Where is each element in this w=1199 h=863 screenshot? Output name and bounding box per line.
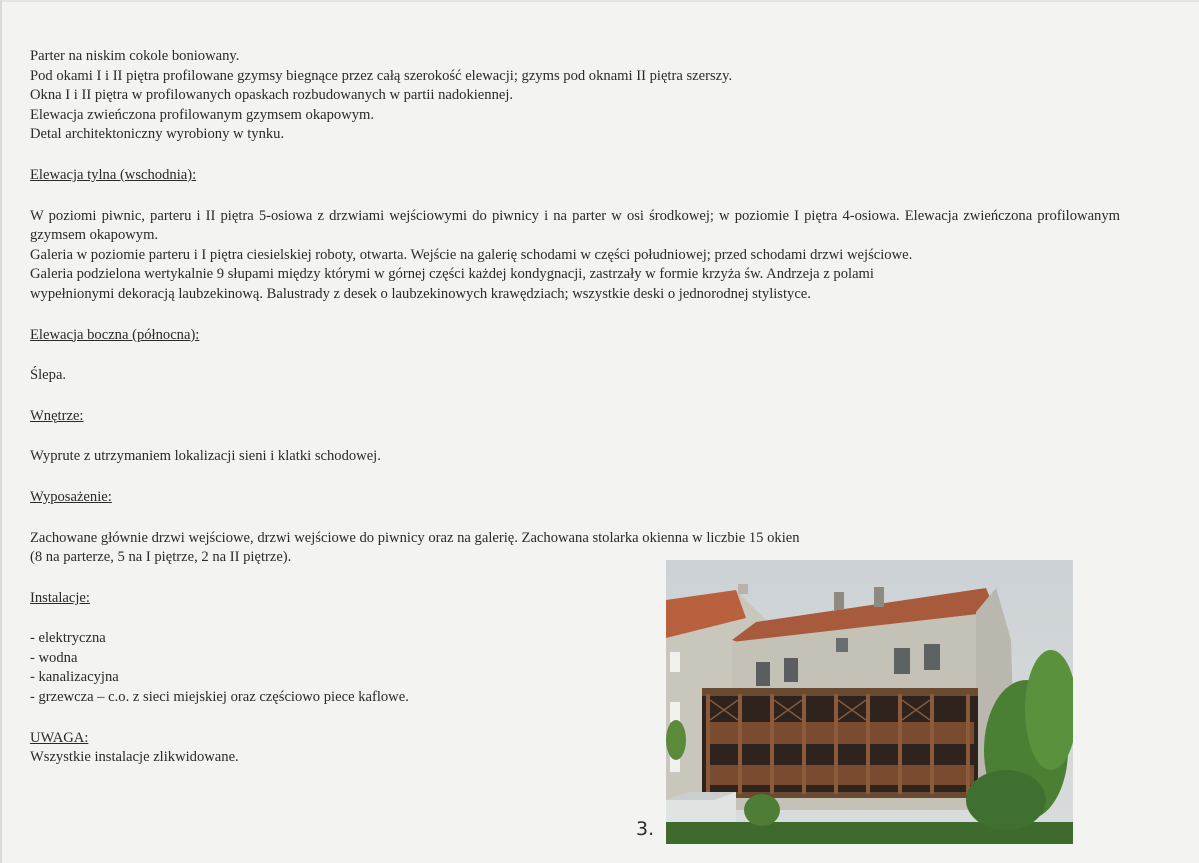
equipment-text: Zachowane głównie drzwi wejściowe, drzwi wejściowe do piwnicy oraz na galerię. Zachowana stolarka okienna w liczbie 15 okien: [30, 529, 800, 546]
intro-line: Elewacja zwieńczona profilowanym gzymsem okapowym.: [30, 106, 375, 123]
rear-gallery-detail: wypełnionymi dekoracją laubzekinową. Balustrady z desek o laubzekinowych krawędziach; wszystkie deski o jednorodnej stylistyce.: [30, 285, 811, 302]
intro-line: Okna I i II piętra w profilowanych opaskach rozbudowanych w partii nadokiennej.: [30, 87, 514, 104]
interior-text: Wyprute z utrzymaniem lokalizacji sieni i klatki schodowej.: [30, 448, 381, 465]
rear-elevation-text: W poziomi piwnic, parteru i II piętra 5-osiowa z drzwiami wejściowymi do piwnicy i na parter w osi środkowej; w poziomie I piętra 4-osiowa. Elewacja zwieńczona profilowanym gzymsem okapowym.: [30, 207, 1120, 244]
rear-gallery-detail: Galeria podzielona wertykalnie 9 słupami między którymi w górnej części każdej kondygnacji, zastrzały w formie krzyża św. Andrzeja z polami: [30, 266, 874, 283]
list-item: - wodna: [30, 649, 78, 666]
note-text: Wszystkie instalacje zlikwidowane.: [30, 749, 239, 766]
building-photo: [666, 560, 1073, 844]
list-item: - kanalizacyjna: [30, 669, 119, 686]
page-number: 3.: [636, 818, 655, 840]
rear-elevation-heading: Elewacja tylna (wschodnia):: [30, 166, 197, 183]
rear-gallery-text: Galeria w poziomie parteru i I piętra ciesielskiej roboty, otwarta. Wejście na galerię schodami w części południowej; przed schodami drzwi wejściowe.: [30, 246, 913, 263]
side-elevation-heading: Elewacja boczna (północna):: [30, 326, 200, 343]
equipment-heading: Wyposażenie:: [30, 488, 112, 505]
intro-line: Detal architektoniczny wyrobiony w tynku.: [30, 126, 285, 143]
side-elevation-text: Ślepa.: [30, 367, 67, 384]
intro-section: [30, 47, 1120, 145]
intro-line: Pod okami I i II piętra profilowane gzymsy biegnące przez całą szerokość elewacji; gzyms pod oknami II piętra szerszy.: [30, 67, 733, 84]
intro-line: Parter na niskim cokole boniowany.: [30, 48, 240, 64]
list-item: - grzewcza – c.o. z sieci miejskiej oraz częściowo piece kaflowe.: [30, 689, 409, 706]
note-heading: UWAGA:: [30, 729, 89, 746]
list-item: - elektryczna: [30, 630, 106, 647]
interior-heading: Wnętrze:: [30, 407, 84, 424]
installations-heading: Instalacje:: [30, 589, 90, 606]
equipment-text: (8 na parterze, 5 na I piętrze, 2 na II piętrze).: [30, 549, 292, 566]
